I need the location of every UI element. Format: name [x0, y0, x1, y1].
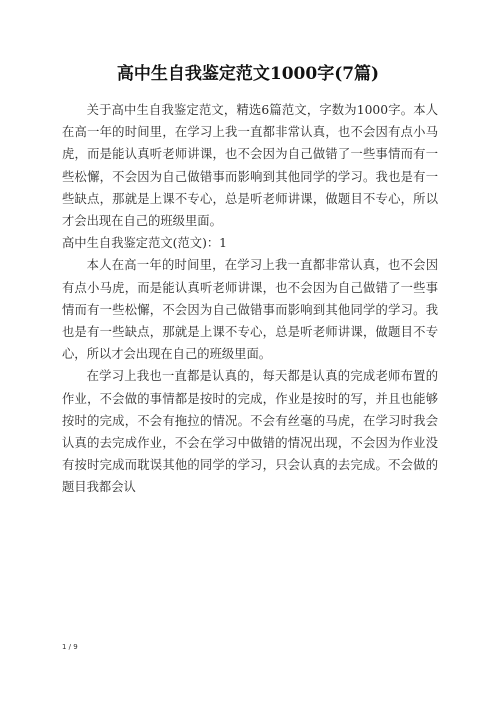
paragraph-intro: 关于高中生自我鉴定范文，精选6篇范文，字数为1000字。本人在高一年的时间里，在学习上我一直都非常认真，也不会因有点小马虎，而是能认真听老师讲课，也不会因为自己做错了一些事情而有一些松懈，不会因为自己做错事而影响到其他同学的学习。我也是有一些缺点，那就是上课不专心，总是听老师讲课，做题目不专心，所以才会出现在自己的班级里面。	[62, 103, 438, 229]
document-title: 高中生自我鉴定范文1000字(7篇)	[116, 64, 380, 84]
paragraph-2: 在学习上我也一直都是认真的，每天都是认真的完成老师布置的作业，不会做的事情都是按时的完成，作业是按时的写，并且也能够按时的完成，不会有拖拉的情况。不会有丝毫的马虎，在学习时我会认真的去完成作业，不会在学习中做错的情况出现，不会因为作业没有按时完成而耽误其他的同学的学习，只会认真的去完成。不会做的题目我都会认	[62, 369, 438, 495]
page-indicator: 1 / 9	[62, 643, 78, 651]
document-body	[62, 99, 438, 499]
paragraph-1: 本人在高一年的时间里，在学习上我一直都非常认真，也不会因有点小马虎，而是能认真听老师讲课，也不会因为自己做错了一些事情而有一些松懈，不会因为自己做错事而影响到其他同学的学习。我也是有一些缺点，那就是上课不专心，总是听老师讲课，做题目不专心，所以才会出现在自己的班级里面。	[62, 258, 438, 362]
paragraph-heading: 高中生自我鉴定范文(范文)：1	[62, 236, 227, 251]
